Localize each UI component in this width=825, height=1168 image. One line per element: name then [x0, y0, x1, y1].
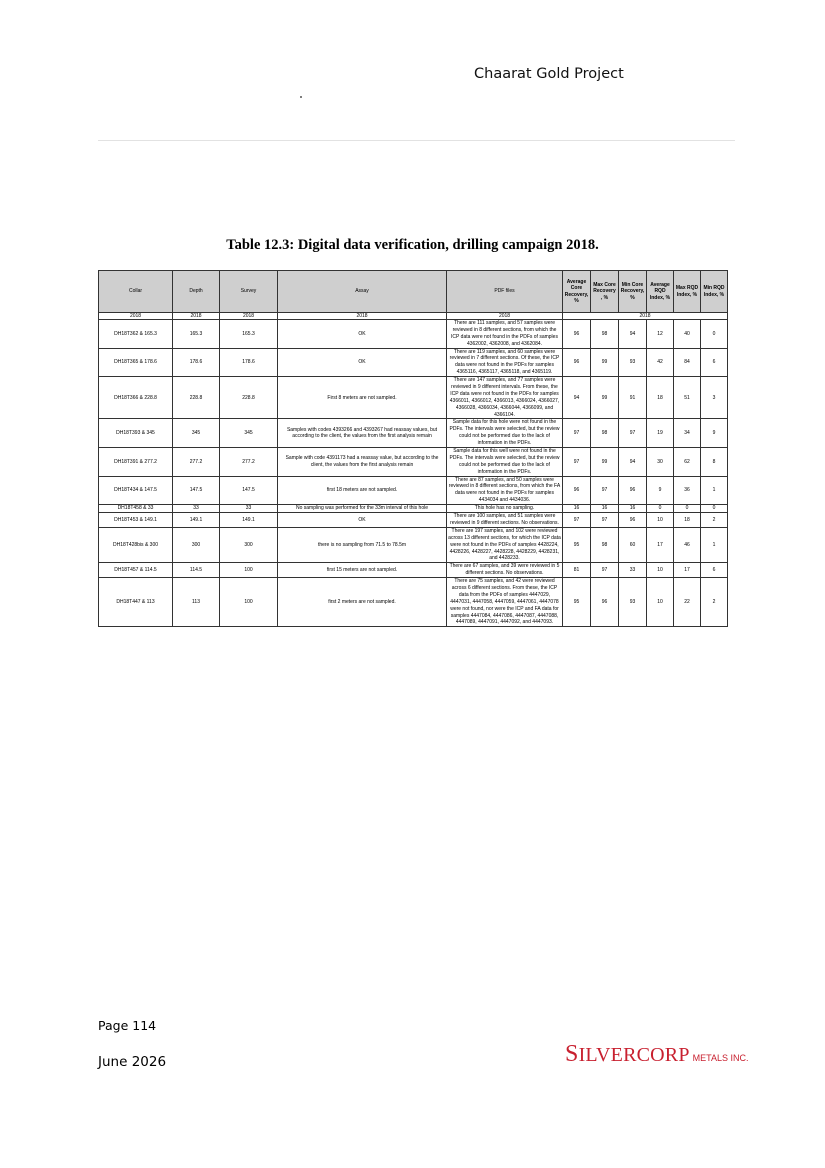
header-divider	[98, 140, 735, 141]
cell-min-rqd: 1	[701, 527, 728, 562]
table-row	[99, 320, 728, 349]
cell-survey: 178.6	[220, 348, 278, 377]
cell-collar: DH18T447 & 113	[99, 578, 173, 627]
cell-min-core: 97	[619, 419, 647, 448]
cell-max-rqd: 84	[674, 348, 701, 377]
logo-subtitle: METALS INC.	[692, 1053, 749, 1063]
cell-max-core: 97	[591, 476, 619, 505]
page-number: Page 114	[98, 1018, 157, 1033]
cell-min-core: 96	[619, 513, 647, 528]
table-row	[99, 448, 728, 477]
cell-depth: 277.2	[173, 448, 220, 477]
cell-survey: 277.2	[220, 448, 278, 477]
cell-collar: DH18T428bis & 300	[99, 527, 173, 562]
cell-min-core: 94	[619, 320, 647, 349]
cell-max-rqd: 46	[674, 527, 701, 562]
year-cell: 2018	[99, 313, 173, 320]
cell-avg-core: 97	[563, 513, 591, 528]
cell-pdf: Sample data for this well were not found in the PDFs. The intervals were selected, but the review could not be performed due to the lack of information in the PDFs.	[447, 448, 563, 477]
table-row	[99, 505, 728, 513]
cell-max-core: 99	[591, 448, 619, 477]
cell-survey: 33	[220, 505, 278, 513]
cell-survey: 345	[220, 419, 278, 448]
cell-pdf: This hole has no sampling.	[447, 505, 563, 513]
cell-depth: 228.8	[173, 377, 220, 419]
cell-max-core: 99	[591, 377, 619, 419]
table-row	[99, 527, 728, 562]
cell-min-core: 60	[619, 527, 647, 562]
cell-avg-core: 95	[563, 527, 591, 562]
cell-collar: DH18T365 & 178.6	[99, 348, 173, 377]
cell-avg-rqd: 18	[647, 377, 674, 419]
logo-wordmark: SILVERCORP	[565, 1041, 690, 1067]
column-header: PDF files	[447, 271, 563, 313]
cell-min-core: 16	[619, 505, 647, 513]
cell-assay: Sample with code 4391173 had a reassay value, but according to the client, the values from the first analysis remain	[278, 448, 447, 477]
cell-pdf: Sample data for this hole were not found in the PDFs. The intervals were selected, but the review could not be performed due to the lack of information in the PDFs.	[447, 419, 563, 448]
header-dot	[300, 96, 302, 98]
table-row	[99, 377, 728, 419]
cell-survey: 165.3	[220, 320, 278, 349]
cell-max-rqd: 18	[674, 513, 701, 528]
column-header: Survey	[220, 271, 278, 313]
cell-min-rqd: 2	[701, 578, 728, 627]
cell-depth: 33	[173, 505, 220, 513]
cell-avg-core: 97	[563, 448, 591, 477]
cell-max-core: 98	[591, 527, 619, 562]
document-date: June 2026	[98, 1054, 167, 1070]
cell-depth: 178.6	[173, 348, 220, 377]
year-cell: 2018	[220, 313, 278, 320]
cell-survey: 147.5	[220, 476, 278, 505]
cell-collar: DH18T393 & 345	[99, 419, 173, 448]
cell-avg-rqd: 17	[647, 527, 674, 562]
table-row	[99, 578, 728, 627]
cell-min-rqd: 8	[701, 448, 728, 477]
silvercorp-logo	[565, 1041, 749, 1068]
cell-min-rqd: 9	[701, 419, 728, 448]
cell-min-rqd: 6	[701, 563, 728, 578]
cell-max-rqd: 0	[674, 505, 701, 513]
column-header: Average RQD Index, %	[647, 271, 674, 313]
cell-assay: First 8 meters are not sampled.	[278, 377, 447, 419]
cell-collar: DH18T391 & 277.2	[99, 448, 173, 477]
cell-max-rqd: 51	[674, 377, 701, 419]
cell-max-rqd: 34	[674, 419, 701, 448]
cell-avg-rqd: 19	[647, 419, 674, 448]
cell-assay: first 2 meters are not sampled.	[278, 578, 447, 627]
cell-max-core: 98	[591, 320, 619, 349]
cell-depth: 165.3	[173, 320, 220, 349]
year-cell: 2018	[447, 313, 563, 320]
cell-min-core: 94	[619, 448, 647, 477]
cell-pdf: There are 100 samples, and 51 samples were reviewed in 9 different sections. No observations.	[447, 513, 563, 528]
cell-avg-core: 97	[563, 419, 591, 448]
cell-pdf: There are 147 samples, and 77 samples were reviewed in 9 different intervals. From these, the ICP data were not found in the PDFs for samples 4366011, 4366012, 4366013, 4366024, 4366027, 4366028, 4366034, 4366044, 4366099, and 4366104.	[447, 377, 563, 419]
cell-assay: Samples with codes 4393266 and 4393267 had reassay values, but according to the client, the values from the first analysis remain	[278, 419, 447, 448]
cell-avg-core: 95	[563, 578, 591, 627]
cell-pdf: There are 197 samples, and 102 were reviewed across 13 different sections, for which the ICP data were not found in the PDFs of samples 4428224, 4428226, 4428227, 4428228, 4428229, 4428231, and 4428233.	[448, 527, 561, 562]
cell-min-rqd: 2	[701, 513, 728, 528]
cell-min-rqd: 3	[701, 377, 728, 419]
table-row	[99, 476, 728, 505]
cell-max-rqd: 62	[674, 448, 701, 477]
cell-collar: DH18T362 & 165.3	[99, 320, 173, 349]
column-header: Depth	[173, 271, 220, 313]
verification-table	[98, 270, 728, 627]
cell-collar: DH18T458 & 33	[99, 505, 173, 513]
table-row	[99, 348, 728, 377]
cell-avg-core: 96	[563, 476, 591, 505]
document-header-title: Chaarat Gold Project	[474, 66, 624, 82]
year-row	[99, 313, 728, 320]
cell-avg-core: 16	[563, 505, 591, 513]
cell-depth: 147.5	[173, 476, 220, 505]
column-header: Assay	[278, 271, 447, 313]
cell-avg-core: 96	[563, 348, 591, 377]
cell-avg-rqd: 12	[647, 320, 674, 349]
cell-min-rqd: 0	[701, 320, 728, 349]
year-cell: 2018	[278, 313, 447, 320]
cell-survey: 149.1	[220, 513, 278, 528]
cell-assay: there is no sampling from 71.5 to 78.5m	[278, 527, 447, 562]
cell-max-core: 16	[591, 505, 619, 513]
cell-depth: 149.1	[173, 513, 220, 528]
cell-assay: No sampling was performed for the 33m interval of this hole	[278, 505, 447, 513]
cell-max-rqd: 40	[674, 320, 701, 349]
table-header-row	[99, 271, 728, 313]
cell-pdf: There are 75 samples, and 42 were reviewed across 6 different sections. From these, the ICP data from the PDFs of samples 4447029, 4447031, 4447058, 4447059, 4447061, 4447078 were not found, nor were the ICP and FA data for samples 4447084, 4447086, 4447087, 4447088, 4447089, 4447091, 4447092, and 4447093.	[447, 578, 563, 627]
cell-min-core: 33	[619, 563, 647, 578]
column-header: Min Core Recovery, %	[619, 271, 647, 313]
cell-survey: 228.8	[220, 377, 278, 419]
cell-min-core: 93	[619, 348, 647, 377]
cell-avg-rqd: 30	[647, 448, 674, 477]
cell-assay: OK	[278, 320, 447, 349]
cell-pdf: There are 111 samples, and 57 samples were reviewed in 8 different sections, from which the ICP data were not found in the PDFs of samples 4362002, 4362008, and 4362084.	[447, 320, 563, 349]
cell-depth: 113	[173, 578, 220, 627]
table-row	[99, 563, 728, 578]
column-header: Max Core Recovery , %	[591, 271, 619, 313]
column-header: Collar	[99, 271, 173, 313]
table-caption: Table 12.3: Digital data verification, drilling campaign 2018.	[226, 237, 599, 253]
cell-assay: first 18 meters are not sampled.	[278, 476, 447, 505]
cell-min-rqd: 1	[701, 476, 728, 505]
cell-depth: 345	[173, 419, 220, 448]
year-cell: 2018	[563, 313, 728, 320]
cell-max-core: 97	[591, 563, 619, 578]
cell-max-rqd: 17	[674, 563, 701, 578]
cell-avg-rqd: 10	[647, 578, 674, 627]
cell-assay: OK	[278, 348, 447, 377]
cell-avg-rqd: 0	[647, 505, 674, 513]
cell-depth: 114.5	[173, 563, 220, 578]
column-header: Max RQD Index, %	[674, 271, 701, 313]
cell-max-core: 98	[591, 419, 619, 448]
cell-depth: 300	[173, 527, 220, 562]
table-row	[99, 513, 728, 528]
cell-assay: OK	[278, 513, 447, 528]
cell-pdf: There are 119 samples, and 60 samples were reviewed in 7 different sections. Of these, the ICP data were not found in the PDFs for samples 4365116, 4365117, 4365118, and 4365119.	[447, 348, 563, 377]
column-header: Average Core Recovery, %	[563, 271, 591, 313]
cell-min-rqd: 0	[701, 505, 728, 513]
cell-max-core: 96	[591, 578, 619, 627]
year-cell: 2018	[173, 313, 220, 320]
cell-survey: 300	[220, 527, 278, 562]
cell-max-rqd: 36	[674, 476, 701, 505]
cell-max-core: 99	[591, 348, 619, 377]
table-row	[99, 419, 728, 448]
cell-collar: DH18T453 & 149.1	[99, 513, 173, 528]
cell-max-rqd: 22	[674, 578, 701, 627]
cell-collar: DH18T457 & 114.5	[99, 563, 173, 578]
cell-max-core: 97	[591, 513, 619, 528]
cell-avg-core: 94	[563, 377, 591, 419]
cell-collar: DH18T366 & 228.8	[99, 377, 173, 419]
cell-assay: first 15 meters are not sampled.	[278, 563, 447, 578]
cell-min-rqd: 6	[701, 348, 728, 377]
cell-avg-core: 96	[563, 320, 591, 349]
column-header: Min RQD Index, %	[701, 271, 728, 313]
cell-avg-rqd: 10	[647, 563, 674, 578]
cell-avg-core: 81	[563, 563, 591, 578]
cell-pdf: There are 87 samples, and 50 samples were reviewed in 8 different sections, from which the FA data were not found in the PDFs for samples 4434034 and 4434036.	[447, 476, 563, 505]
cell-collar: DH18T434 & 147.5	[99, 476, 173, 505]
cell-min-core: 96	[619, 476, 647, 505]
cell-min-core: 91	[619, 377, 647, 419]
cell-avg-rqd: 10	[647, 513, 674, 528]
cell-min-core: 93	[619, 578, 647, 627]
cell-avg-rqd: 42	[647, 348, 674, 377]
cell-avg-rqd: 9	[647, 476, 674, 505]
cell-survey: 100	[220, 563, 278, 578]
cell-pdf: There are 67 samples, and 39 were reviewed in 5 different sections. No observations.	[447, 563, 563, 578]
cell-survey: 100	[220, 578, 278, 627]
